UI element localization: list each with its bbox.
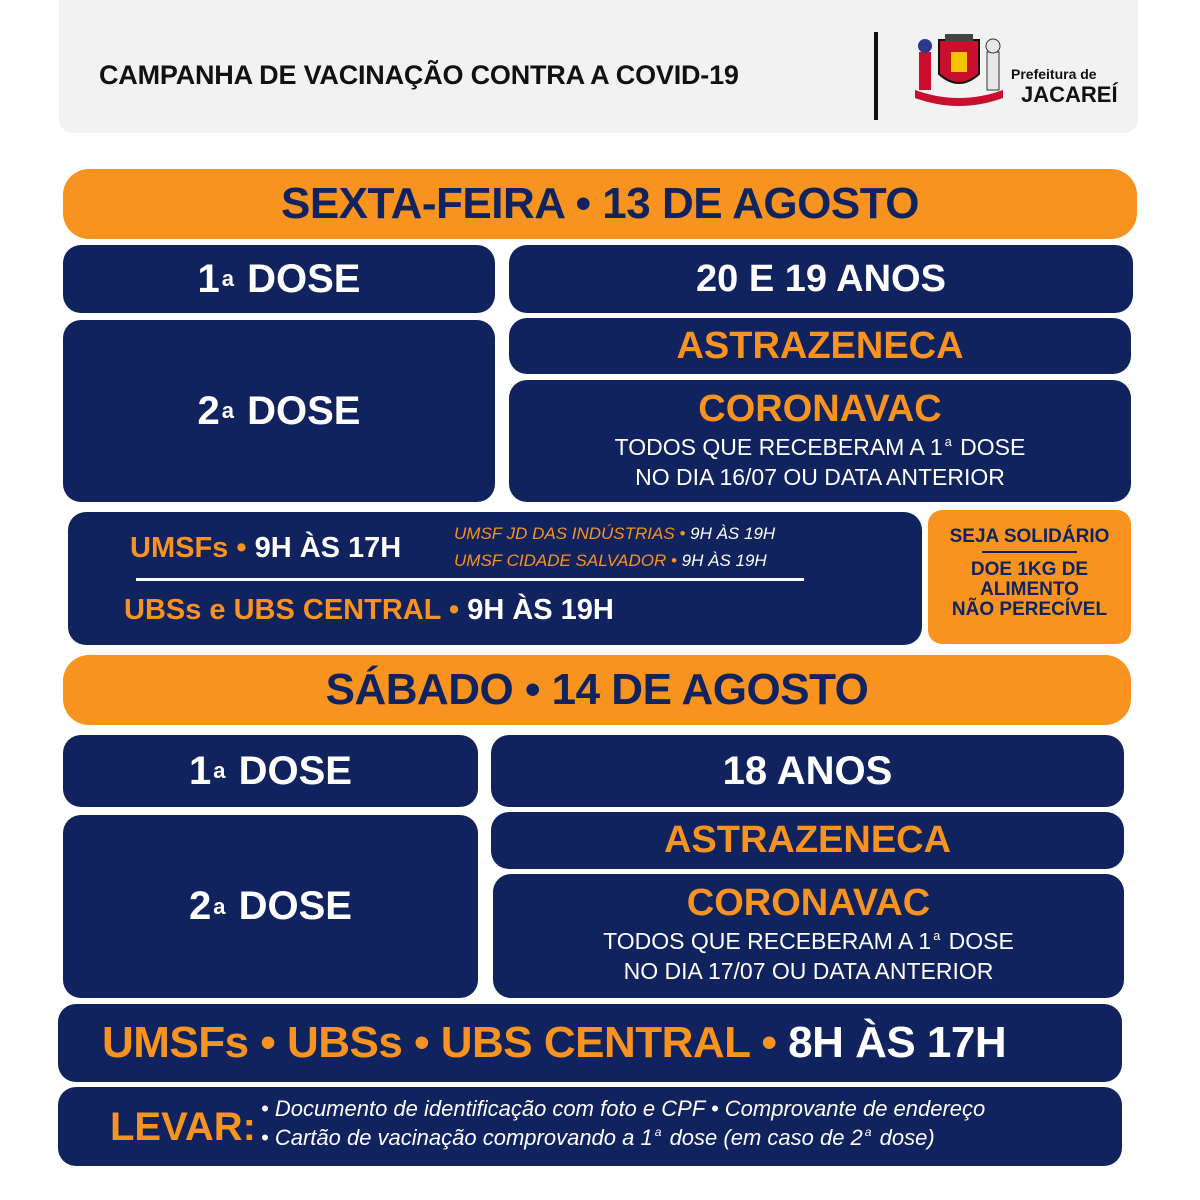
saturday-cv-line1-pre: TODOS QUE RECEBERAM A 1 — [603, 928, 932, 954]
saturday-vaccine1-box — [491, 812, 1124, 869]
saturday-loc-sep: • — [761, 1018, 777, 1067]
saturday-cv-line1-sup: a — [933, 928, 941, 943]
friday-ubs-sep: • — [448, 594, 460, 626]
saturday-hours-box — [58, 1004, 1122, 1082]
friday-cv-line1-post: DOSE — [960, 434, 1026, 460]
levar-line2 — [261, 1125, 935, 1151]
friday-ubs-hours: 9H ÀS 19H — [467, 594, 614, 626]
saturday-hours: 8H ÀS 17H — [788, 1018, 1007, 1067]
header-bar — [59, 0, 1138, 133]
solidario-box — [928, 510, 1131, 644]
saturday-locations: UMSFs • UBSs • UBS CENTRAL — [102, 1018, 750, 1067]
friday-exception-2-sep: • — [670, 551, 677, 570]
friday-umsf-line — [130, 532, 401, 565]
levar-line2-sup2: a — [864, 1125, 872, 1139]
friday-coronavac-line1 — [509, 434, 1131, 461]
solidario-line3: NÃO PERECÍVEL — [951, 599, 1108, 620]
friday-exception-1-name: UMSF JD DAS INDÚSTRIAS — [454, 524, 675, 543]
logo-line-2: JACAREÍ — [1021, 82, 1118, 107]
saturday-age-box — [491, 735, 1124, 807]
friday-age: 20 E 19 ANOS — [696, 257, 946, 300]
friday-umsf-hours: 9H ÀS 17H — [254, 532, 402, 564]
levar-line2-sup1: a — [654, 1125, 662, 1139]
saturday-dose2-sup: a — [213, 893, 226, 919]
friday-cv-line1-sup: a — [944, 434, 952, 449]
saturday-dose2-box — [63, 815, 478, 998]
friday-exception-1-sep: • — [679, 524, 686, 543]
friday-exception-1 — [454, 524, 775, 544]
page-title: CAMPANHA DE VACINAÇÃO CONTRA A COVID-19 — [99, 60, 739, 90]
friday-exception-2-name: UMSF CIDADE SALVADOR — [454, 551, 667, 570]
levar-line2-post: dose) — [873, 1125, 935, 1151]
saturday-dose2-word: DOSE — [238, 884, 352, 928]
saturday-dose1-word: DOSE — [238, 748, 352, 793]
friday-day-banner — [63, 169, 1137, 239]
saturday-coronavac-line2: NO DIA 17/07 OU DATA ANTERIOR — [623, 958, 994, 984]
friday-dose2-sup: a — [221, 398, 234, 423]
levar-line2-mid: dose (em caso de 2 — [663, 1125, 863, 1151]
saturday-day-title: SÁBADO • 14 DE AGOSTO — [325, 665, 869, 714]
friday-cv-line1-pre: TODOS QUE RECEBERAM A 1 — [614, 434, 943, 460]
saturday-coronavac-line1 — [493, 928, 1124, 955]
friday-dose1-word: DOSE — [247, 256, 361, 301]
friday-age-box — [509, 245, 1133, 313]
saturday-dose2-num: 2 — [189, 884, 212, 928]
friday-umsf-label: UMSFs — [130, 532, 229, 564]
saturday-vaccine2: CORONAVAC — [686, 882, 931, 924]
levar-label: LEVAR: — [110, 1105, 256, 1149]
levar-box — [58, 1087, 1122, 1166]
saturday-dose1-box — [63, 735, 478, 807]
friday-vaccine1-box — [509, 318, 1131, 374]
friday-vaccine2-box — [509, 380, 1131, 502]
levar-line1: • Documento de identificação com foto e CPF • Comprovante de endereço — [261, 1096, 986, 1121]
friday-schedule-divider — [136, 578, 804, 581]
saturday-dose1-num: 1 — [189, 748, 212, 793]
levar-line2-pre: • Cartão de vacinação comprovando a 1 — [261, 1125, 653, 1151]
friday-dose2-word: DOSE — [247, 388, 361, 433]
saturday-vaccine1: ASTRAZENECA — [663, 819, 952, 861]
friday-dose2-num: 2 — [197, 388, 220, 433]
saturday-vaccine2-box — [493, 874, 1124, 998]
solidario-title: SEJA SOLIDÁRIO — [949, 526, 1110, 547]
friday-vaccine2: CORONAVAC — [698, 388, 942, 430]
saturday-hours-line — [102, 1018, 1006, 1068]
friday-dose1-sup: a — [221, 266, 234, 291]
solidario-line1: DOE 1KG DE — [970, 559, 1089, 580]
friday-exception-2-hours: 9H ÀS 19H — [681, 551, 767, 570]
friday-umsf-sep: • — [236, 532, 247, 564]
solidario-underline — [982, 551, 1077, 553]
saturday-age: 18 ANOS — [722, 748, 893, 793]
friday-exception-2 — [454, 551, 767, 571]
friday-dose1-num: 1 — [197, 256, 220, 301]
solidario-line2: ALIMENTO — [980, 579, 1079, 600]
saturday-day-banner — [63, 655, 1131, 725]
logo-line-1: Prefeitura de — [1011, 66, 1097, 82]
friday-dose2-box — [63, 320, 495, 502]
saturday-dose1-sup: a — [213, 758, 226, 783]
friday-ubs-label: UBSs e UBS CENTRAL — [124, 594, 441, 626]
friday-dose1-box — [63, 245, 495, 313]
friday-vaccine1: ASTRAZENECA — [676, 324, 964, 367]
friday-day-title: SEXTA-FEIRA • 13 DE AGOSTO — [280, 179, 920, 228]
friday-coronavac-line2: NO DIA 16/07 OU DATA ANTERIOR — [635, 464, 1005, 490]
friday-exception-1-hours: 9H ÀS 19H — [690, 524, 776, 543]
friday-ubs-line — [124, 594, 614, 627]
coat-of-arms-logo — [909, 30, 1009, 110]
header-divider — [874, 32, 878, 120]
saturday-cv-line1-post: DOSE — [948, 928, 1014, 954]
friday-schedule-box — [68, 512, 922, 645]
